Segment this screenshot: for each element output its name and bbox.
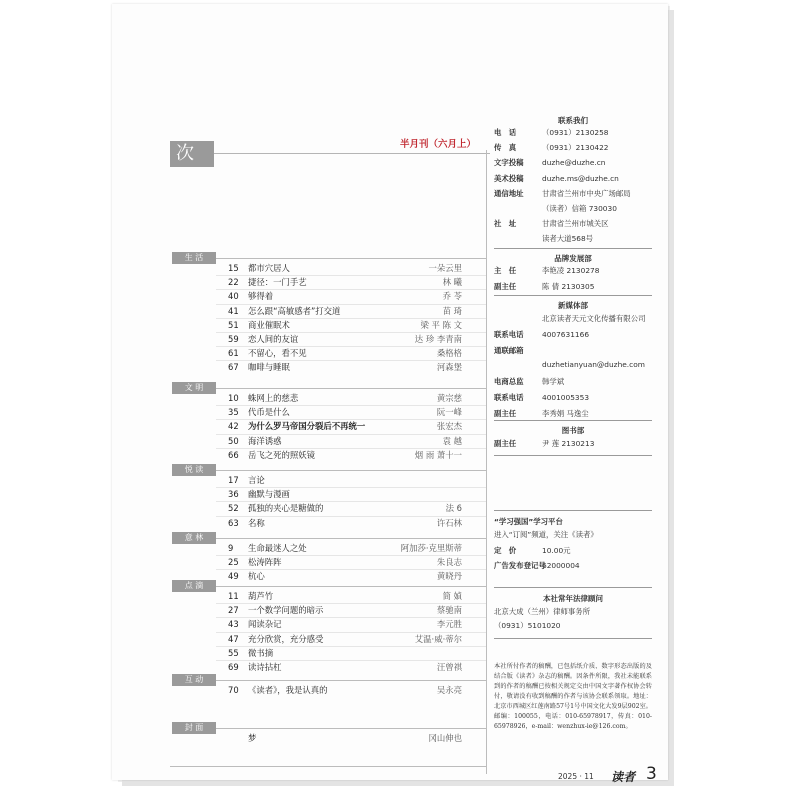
toc-author: 苗 琦: [442, 305, 462, 316]
toc-entry[interactable]: [172, 488, 462, 501]
section-tag: 点 滴: [172, 580, 216, 592]
toc-page-number: 11: [228, 591, 239, 601]
page-number: 3: [646, 764, 657, 784]
masthead-divider: [494, 510, 652, 511]
section-rule: [216, 388, 486, 389]
toc-page-number: 63: [228, 517, 239, 528]
toc-title: 言论: [248, 475, 265, 485]
toc-page-number: 43: [228, 619, 239, 630]
folio-logo: 读者: [611, 770, 636, 784]
masthead-value: 北京读者天元文化传播有限公司: [542, 314, 646, 323]
masthead-label: 文字投稿: [494, 158, 524, 168]
toc-author: 朱良志: [436, 557, 462, 568]
masthead-label: 电商总监: [494, 377, 524, 387]
masthead-label: 主 任: [494, 266, 517, 275]
masthead-label: 通联邮箱: [494, 345, 524, 355]
toc-title: 捷径：一门手艺: [248, 277, 307, 288]
masthead-line: [494, 127, 609, 138]
toc-entry[interactable]: [172, 420, 462, 433]
toc-author: 汪曾祺: [436, 662, 462, 672]
toc-author: 许石林: [436, 517, 462, 528]
toc-author: 简 媜: [442, 591, 462, 601]
masthead-line: [494, 329, 589, 340]
toc-page-number: 27: [228, 605, 239, 616]
toc-title: 不留心，看不见: [248, 348, 307, 359]
masthead-label: 传 真: [494, 143, 517, 153]
masthead-label: 定 价: [494, 546, 517, 555]
masthead-heading: 本社常年法律顾问: [543, 594, 603, 603]
toc-title: 葫芦竹: [248, 591, 274, 601]
toc-author: 艾温·威·蒂尔: [414, 633, 462, 644]
toc-author: 袁 越: [442, 435, 462, 446]
toc-author: 乔 苓: [442, 291, 462, 302]
masthead-line: [494, 218, 609, 229]
toc-entry[interactable]: [172, 333, 462, 346]
toc-author: 桑格格: [436, 348, 462, 359]
section-rule: [216, 470, 486, 471]
toc-author: 黄晓丹: [436, 571, 462, 582]
toc-entry[interactable]: [172, 361, 462, 374]
toc-title: 幽默与漫画: [248, 489, 290, 500]
toc-author: 阿加莎·克里斯蒂: [400, 543, 462, 553]
platform-title: “学习强国”学习平台: [494, 517, 563, 526]
toc-page-number: 52: [228, 503, 239, 514]
masthead-line: [494, 142, 609, 153]
masthead-line: [494, 360, 645, 369]
contents-heading-block: 次: [170, 141, 214, 167]
toc-author: 林 曦: [442, 277, 462, 288]
masthead-value: （0931）2130258: [542, 128, 609, 137]
column-divider: [486, 150, 487, 774]
masthead-divider: [494, 295, 652, 296]
toc-author: 黄宗慈: [436, 393, 462, 403]
toc-title: 海洋诱惑: [248, 435, 282, 446]
masthead-value: 10.00元: [542, 546, 571, 555]
toc-entry[interactable]: [172, 556, 462, 569]
masthead-line: [494, 157, 605, 168]
masthead-line: [494, 392, 589, 403]
masthead-line: [494, 233, 593, 244]
toc-title: 微书摘: [248, 647, 274, 658]
toc-title: 一个数学问题的暗示: [248, 605, 324, 616]
toc-author: 张宏杰: [436, 421, 462, 432]
masthead-line: [494, 560, 580, 571]
toc-bottom-rule: [170, 766, 486, 767]
masthead-line: [494, 408, 589, 419]
toc-page-number: 69: [228, 662, 239, 672]
toc-page-number: 17: [228, 475, 239, 485]
toc-title: 杭心: [248, 571, 265, 582]
masthead-value: 尹 莲 2130213: [542, 439, 595, 448]
toc-author: 吴永亮: [436, 685, 462, 695]
toc-page-number: 50: [228, 435, 239, 446]
masthead-value: 4007631166: [542, 329, 590, 339]
masthead-line: [494, 313, 645, 324]
masthead-divider: [494, 248, 652, 249]
toc-page-number: 41: [228, 305, 239, 316]
masthead-value: 读者大道568号: [542, 234, 594, 244]
toc-title: 闻读杂记: [248, 619, 282, 630]
toc-author: 阮一峰: [436, 407, 462, 418]
masthead-heading: 联系我们: [558, 116, 588, 125]
toc-entry[interactable]: [172, 435, 462, 448]
masthead-value: duzhe@duzhe.cn: [542, 158, 606, 168]
toc-author: 达 珍 李青南: [414, 334, 462, 344]
section-tag: 封 面: [172, 722, 216, 734]
toc-title: 名称: [248, 517, 265, 528]
masthead-line: [494, 281, 594, 292]
masthead-label: 副主任: [494, 408, 517, 418]
toc-page-number: 15: [228, 263, 239, 273]
toc-title: 充分欣赏，充分感受: [248, 633, 324, 644]
toc-title: 《读者》，我是认真的: [248, 685, 328, 695]
toc-entry[interactable]: [172, 684, 462, 697]
toc-page-number: 47: [228, 633, 239, 644]
toc-title: 岳飞之死的照妖镜: [248, 449, 315, 460]
masthead-value: 李艳凌 2130278: [542, 266, 600, 275]
toc-page-number: 25: [228, 557, 239, 568]
toc-page-number: 67: [228, 362, 239, 373]
header-rule: [214, 153, 490, 154]
toc-author: 法 6: [445, 503, 462, 514]
toc-title: 生命最迷人之处: [248, 543, 307, 553]
legal-firm: 北京大成（兰州）律师事务所: [494, 607, 591, 616]
masthead-value: （0931）2130422: [542, 143, 609, 153]
toc-author: 一朵云里: [428, 263, 462, 273]
masthead-divider: [494, 587, 652, 588]
masthead-label: 联系电话: [494, 393, 524, 402]
section-tag: 文 明: [172, 382, 216, 394]
toc-title: 代币是什么: [248, 407, 290, 418]
toc-page-number: 70: [228, 685, 239, 695]
section-tag: 悦 读: [172, 464, 216, 476]
toc-author: 河森堡: [436, 362, 462, 373]
toc-page-number: 42: [228, 421, 239, 432]
masthead-line: [494, 345, 542, 356]
toc-author: 李元胜: [436, 619, 462, 630]
toc-author: 烟 雨 萧十一: [414, 449, 462, 460]
masthead-line: [494, 545, 571, 556]
masthead-line: [494, 188, 631, 199]
masthead-value: 4001005353: [542, 393, 590, 402]
masthead-heading: 品牌发展部: [554, 254, 592, 263]
toc-entry[interactable]: [172, 502, 462, 515]
toc-page-number: 59: [228, 334, 239, 344]
toc-entry[interactable]: [172, 347, 462, 360]
toc-entry[interactable]: [172, 305, 462, 318]
toc-entry[interactable]: [172, 449, 462, 462]
masthead-label: 副主任: [494, 281, 517, 291]
toc-entry[interactable]: [172, 647, 462, 660]
toc-entry[interactable]: [172, 406, 462, 419]
toc-title: 怎么跟“高敏感者”打交道: [248, 305, 341, 316]
toc-title: 孤独的夹心是糖做的: [248, 503, 324, 514]
toc-page-number: 35: [228, 407, 239, 418]
toc-entry[interactable]: [172, 661, 462, 674]
masthead-value: 甘肃省兰州市城关区: [542, 219, 609, 229]
legal-phone: （0931）5101020: [494, 621, 561, 630]
masthead-line: [494, 376, 564, 387]
toc-title: 恋人间的友谊: [248, 334, 299, 344]
masthead-value: duzhetianyuan@duzhe.com: [542, 360, 645, 370]
section-rule: [216, 680, 486, 681]
toc-title: 梦: [248, 733, 257, 743]
toc-title: 商业催眠术: [248, 319, 290, 330]
toc-page-number: 61: [228, 348, 239, 359]
masthead-label: 美术投稿: [494, 173, 524, 183]
toc-entry[interactable]: [172, 542, 462, 555]
toc-title: 咖啡与睡眠: [248, 362, 290, 373]
toc-page-number: 49: [228, 571, 239, 582]
section-rule: [216, 728, 486, 729]
toc-entry[interactable]: [172, 604, 462, 617]
toc-entry[interactable]: [172, 319, 462, 332]
section-rule: [216, 586, 486, 587]
masthead-heading: 图书部: [561, 426, 585, 435]
toc-page-number: 22: [228, 277, 239, 288]
toc-title: 读诗拈杠: [248, 662, 282, 672]
masthead-divider: [494, 638, 652, 639]
folio-issue: 2025 · 11: [558, 772, 594, 781]
platform-subtitle: 进入“订阅”频道，关注《读者》: [494, 530, 598, 539]
toc-page-number: 66: [228, 449, 239, 460]
toc-page-number: 40: [228, 291, 239, 302]
masthead-label: 通信地址: [494, 188, 524, 198]
masthead-divider: [494, 420, 652, 421]
section-tag: 生 活: [172, 252, 216, 264]
toc-title: 都市穴居人: [248, 263, 290, 273]
masthead-heading: 新媒体部: [558, 301, 588, 310]
toc-entry[interactable]: [172, 618, 462, 631]
masthead-value: （读者）信箱 730030: [542, 204, 617, 213]
masthead-value: 李秀娟 马逸尘: [542, 408, 589, 418]
toc-title: 够得着: [248, 291, 274, 302]
masthead-divider: [494, 455, 652, 456]
section-rule: [216, 538, 486, 539]
toc-page-number: 9: [228, 543, 234, 553]
toc-entry[interactable]: [172, 290, 462, 303]
toc-title: 松涛阵阵: [248, 557, 282, 568]
toc-page-number: 10: [228, 393, 239, 403]
toc-title: 为什么罗马帝国分裂后不再统一: [248, 421, 366, 432]
section-tag: 互 动: [172, 674, 216, 686]
masthead-label: 社 址: [494, 219, 517, 229]
masthead-line: [494, 265, 599, 276]
toc-page-number: 36: [228, 489, 239, 500]
toc-entry[interactable]: [172, 590, 462, 603]
masthead-value: duzhe.ms@duzhe.cn: [542, 173, 619, 183]
toc-entry[interactable]: [172, 732, 462, 745]
masthead-label: 电 话: [494, 128, 517, 137]
toc-entry[interactable]: [172, 262, 462, 275]
section-rule: [216, 258, 486, 259]
masthead-label: 广告发布登记号: [494, 561, 546, 570]
toc-entry[interactable]: [172, 392, 462, 405]
masthead-value: 陈 倩 2130305: [542, 281, 595, 291]
masthead-line: [494, 173, 619, 184]
toc-entry[interactable]: [172, 633, 462, 646]
issue-label: 半月刊（六月上）: [400, 139, 477, 150]
masthead-value: 62000004: [542, 561, 580, 570]
copyright-note: 本社所付作者的稿酬，已包括纸介质、数字形态出版的及结合版《读者》杂志的稿酬。因条件所限，我社未能联系到的作者的稿酬已按相关规定交由中国文字著作权协会转付，敬请没有收到稿酬的作者与该协会联系领取。地址：北京市西城区红莲南路57号1号中国文化大发9层902室。邮编：100055，电话：010-65978917，传真：010-65978926，e-mail：wenzhux-ie@126.com。: [494, 663, 652, 730]
toc-author: 冈山伸也: [428, 733, 462, 743]
toc-title: 蛛网上的慈悲: [248, 393, 299, 403]
masthead-label: 联系电话: [494, 329, 524, 339]
toc-entry[interactable]: [172, 276, 462, 289]
masthead-label: 副主任: [494, 439, 517, 448]
masthead-value: 韩学斌: [542, 377, 565, 387]
masthead-value: 甘肃省兰州市中央广场邮局: [542, 188, 631, 198]
toc-page-number: 55: [228, 647, 239, 658]
toc-author: 蔡驰南: [436, 605, 462, 616]
toc-entry[interactable]: [172, 517, 462, 530]
toc-entry[interactable]: [172, 474, 462, 487]
toc-author: 梁 平 陈 文: [420, 319, 462, 330]
toc-page-number: 51: [228, 319, 239, 330]
masthead-line: [494, 203, 617, 214]
masthead-line: [494, 438, 594, 449]
section-tag: 意 林: [172, 532, 216, 544]
